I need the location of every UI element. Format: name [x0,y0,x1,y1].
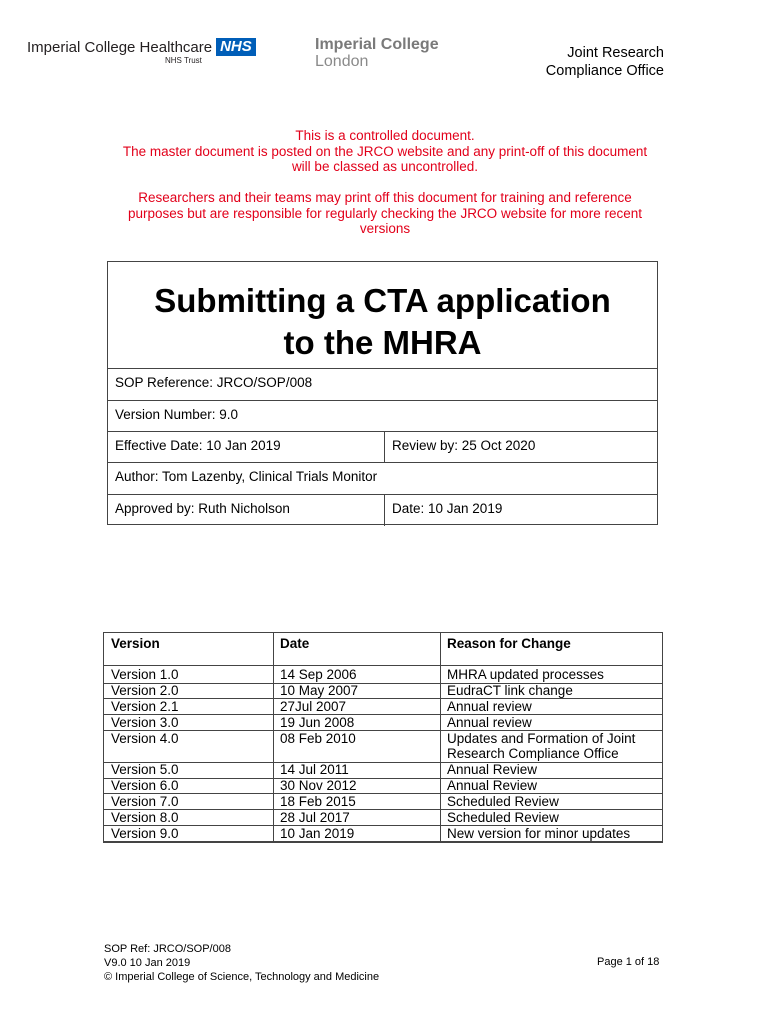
cell-version: Version 2.1 [111,698,179,714]
review-by: Review by: 25 Oct 2020 [384,432,657,463]
approval-row [108,494,657,526]
notice-line3: will be classed as uncontrolled. [291,159,479,174]
dates-row [108,431,657,463]
controlled-notice [60,128,710,175]
cell-version: Version 2.0 [111,682,179,698]
nhs-logo: NHS [216,38,256,56]
table-row [104,794,662,811]
notice-line2: The master document is posted on the JRCO website and any print-off of this document [122,143,648,159]
cell-version: Version 4.0 [111,730,179,746]
notice-para2-line3: versions [359,221,411,236]
approved-date: Date: 10 Jan 2019 [384,495,657,526]
table-row [104,762,662,779]
office-line2: Compliance Office [545,63,664,79]
version-history-table [103,632,663,843]
logo-icl-line2: London [315,53,369,70]
cell-version: Version 9.0 [111,825,179,841]
header-date: Date [280,636,310,651]
table-row [104,826,662,843]
cell-date: 30 Nov 2012 [280,777,357,793]
table-row [104,810,662,827]
footer-sop-ref: SOP Ref: JRCO/SOP/008 [104,943,231,955]
cell-reason-continued: Research Compliance Office [447,746,619,762]
footer-version: V9.0 10 Jan 2019 [104,957,191,969]
cell-date: 10 May 2007 [280,682,359,698]
cell-date: 28 Jul 2017 [280,809,350,825]
logo-icl-line1: Imperial College [315,36,439,53]
cell-version: Version 1.0 [111,667,179,682]
effective-date: Effective Date: 10 Jan 2019 [115,438,281,453]
table-row [104,683,662,700]
header-office [546,44,664,80]
table-row [104,699,662,716]
author-row [108,462,657,494]
logo-imperial-college-london [315,36,439,70]
cell-reason: EudraCT link change [447,682,573,698]
version-number: Version Number: 9.0 [115,407,239,422]
cell-reason: Annual Review [447,777,538,793]
cell-date: 27Jul 2007 [280,698,347,714]
title-line1: Submitting a CTA application [154,282,611,319]
notice-para2-line1: Researchers and their teams may print off this document for training and reference [138,190,632,205]
sop-reference-row [108,368,657,400]
logo-ich-text: Imperial College Healthcare [27,39,213,56]
cell-reason: Updates and Formation of Joint [447,730,636,746]
notice-line1: This is a controlled document. [295,128,475,143]
logo-ich-subtitle: NHS Trust [165,56,202,65]
page-number: Page 1 of 18 [597,956,660,968]
cell-reason: Scheduled Review [447,809,559,825]
header-version: Version [111,636,160,651]
title-box [107,261,658,525]
cell-date: 19 Jun 2008 [280,714,355,730]
cell-reason: Annual Review [447,762,538,777]
cell-date: 18 Feb 2015 [280,793,356,809]
cell-version: Version 6.0 [111,777,179,793]
cell-date: 10 Jan 2019 [280,825,355,841]
table-body [104,666,662,842]
footer-copyright: © Imperial College of Science, Technology and Medicine [104,971,380,983]
cell-reason: Annual review [447,698,532,714]
cell-reason: New version for minor updates [447,825,631,841]
version-number-row [108,400,657,432]
cell-date: 08 Feb 2010 [280,730,356,746]
cell-version: Version 5.0 [111,762,179,777]
table-row [104,731,662,763]
header-reason: Reason for Change [447,636,571,651]
table-header-row [104,633,662,666]
office-line1: Joint Research [567,45,664,61]
cell-version: Version 3.0 [111,714,179,730]
cell-date: 14 Jul 2011 [280,762,349,777]
table-row [104,778,662,795]
cell-version: Version 7.0 [111,793,179,809]
author: Author: Tom Lazenby, Clinical Trials Monitor [115,469,378,484]
sop-reference: SOP Reference: JRCO/SOP/008 [115,375,313,390]
document-title [108,280,657,364]
title-line2: to the MHRA [283,324,482,361]
notice-para2-line2: purposes but are responsible for regularly checking the JRCO website for more recent [128,205,642,221]
cell-date: 14 Sep 2006 [280,667,357,682]
cell-reason: Scheduled Review [447,793,559,809]
table-row [104,667,662,684]
cell-reason: MHRA updated processes [447,667,604,682]
logo-imperial-healthcare [27,38,256,56]
cell-reason: Annual review [447,714,532,730]
print-notice [60,190,710,237]
footer-info [104,942,379,984]
approved-by: Approved by: Ruth Nicholson [115,501,290,516]
table-row [104,715,662,732]
cell-version: Version 8.0 [111,809,179,825]
